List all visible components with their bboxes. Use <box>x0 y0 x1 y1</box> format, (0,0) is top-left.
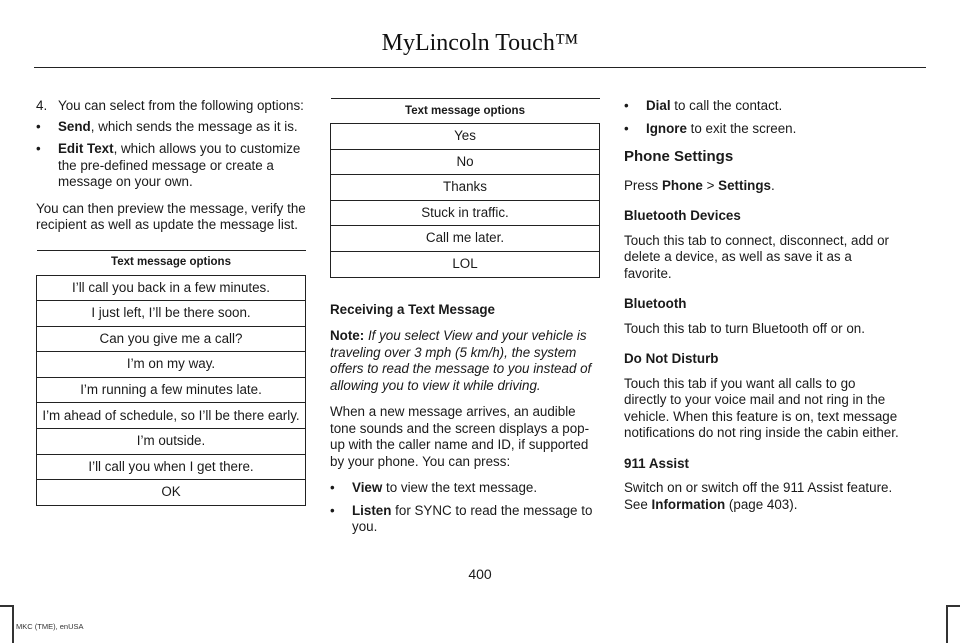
table-row: Stuck in traffic. <box>331 200 600 226</box>
column-1 <box>36 98 306 518</box>
bullet-dot: • <box>36 118 41 134</box>
do-not-disturb-heading: Do Not Disturb <box>624 351 719 366</box>
column-3 <box>624 98 899 523</box>
911-assist-description: Switch on or switch off the 911 Assist feature. <box>624 480 893 495</box>
crop-mark <box>947 605 960 607</box>
bullet-dot: • <box>36 141 41 156</box>
crop-mark <box>0 605 12 607</box>
view-text: to view the text message. <box>382 480 538 496</box>
column-2 <box>330 98 600 546</box>
table-row: Call me later. <box>331 226 600 252</box>
table-row: I’m on my way. <box>37 352 306 378</box>
listen-label: Listen <box>352 502 392 518</box>
911-assist-text <box>624 480 899 513</box>
dial-label: Dial <box>646 98 671 113</box>
step-number: 4. <box>36 98 48 113</box>
send-label: Send <box>58 118 91 134</box>
bluetooth-devices-heading: Bluetooth Devices <box>624 208 741 223</box>
crop-mark <box>12 605 14 643</box>
view-label: View <box>352 480 383 496</box>
bullet-dial <box>624 98 899 115</box>
preview-paragraph: You can then preview the message, verify the recipient as well as update the message list. <box>36 200 306 232</box>
table-row: I just left, I’ll be there soon. <box>37 301 306 327</box>
header-divider <box>34 67 926 68</box>
footer-info <box>16 622 84 631</box>
phone-label: Phone <box>661 177 703 193</box>
note-label: Note: <box>330 328 365 344</box>
table-row: Thanks <box>331 175 600 201</box>
bullet-dot: • <box>330 480 335 496</box>
action-bullets <box>624 98 899 137</box>
table-header: Text message options <box>37 250 306 275</box>
bullet-dot: • <box>624 120 629 136</box>
bullet-edit-text <box>36 141 306 191</box>
text-options-table-2 <box>330 98 600 278</box>
bullet-ignore <box>624 121 899 138</box>
send-text: , which sends the message as it is. <box>90 118 298 134</box>
text-options-table-1 <box>36 250 306 506</box>
see-suffix: (page 403). <box>725 496 798 512</box>
table-header: Text message options <box>331 99 600 124</box>
bluetooth-text: Touch this tab to turn Bluetooth off or on. <box>624 320 865 336</box>
table-row: No <box>331 149 600 175</box>
information-link[interactable]: Information <box>651 496 726 512</box>
page-title: MyLincoln Touch™ <box>381 30 579 56</box>
table-row: OK <box>37 480 306 506</box>
press-suffix: . <box>770 177 775 193</box>
step-item <box>36 98 306 115</box>
table-row: I’ll call you when I get there. <box>37 454 306 480</box>
edit-text-text: , which allows you to customize the pre-defined message or create a message on your own. <box>58 141 301 189</box>
do-not-disturb-text: Touch this tab if you want all calls to go directly to your voice mail and not ring in the vehicle. When this feature is on, text message notifications do not ring inside the cabin either. <box>624 375 899 440</box>
table-row: LOL <box>331 251 600 277</box>
ignore-text: to exit the screen. <box>686 120 797 136</box>
receiving-heading: Receiving a Text Message <box>330 301 495 317</box>
page-number: 400 <box>468 566 492 582</box>
option-bullets <box>36 119 306 191</box>
settings-label: Settings <box>718 177 771 193</box>
see-prefix: See <box>624 496 652 512</box>
dial-text: to call the contact. <box>670 98 783 113</box>
crop-mark <box>946 605 948 643</box>
listen-text: for SYNC to read the message to you. <box>352 502 593 535</box>
table-row: I’m ahead of schedule, so I’ll be there early. <box>37 403 306 429</box>
edit-text-label: Edit Text <box>58 141 114 156</box>
new-message-paragraph: When a new message arrives, an audible tone sounds and the screen displays a pop-up with the caller name and ID, if supported by your phone. You can press: <box>330 404 590 469</box>
press-separator: > <box>702 177 719 193</box>
footer-line-1: MKC (TME), enUSA <box>16 622 84 631</box>
table-row: Yes <box>331 124 600 150</box>
bluetooth-devices-text: Touch this tab to connect, disconnect, add or delete a device, as well as save it as a favorite. <box>624 232 890 281</box>
bullet-dot: • <box>624 98 629 113</box>
table-row: Can you give me a call? <box>37 326 306 352</box>
bullet-dot: • <box>330 502 335 518</box>
table-row: I’ll call you back in a few minutes. <box>37 275 306 301</box>
table-row: I’m outside. <box>37 429 306 455</box>
press-instruction <box>624 178 899 195</box>
ignore-label: Ignore <box>646 120 687 136</box>
press-prefix: Press <box>624 177 662 193</box>
phone-settings-heading: Phone Settings <box>624 148 734 165</box>
911-assist-heading: 911 Assist <box>624 455 690 471</box>
bullet-view <box>330 480 600 497</box>
press-bullets <box>330 480 600 536</box>
bluetooth-heading: Bluetooth <box>624 296 687 311</box>
table-row: I’m running a few minutes late. <box>37 377 306 403</box>
bullet-listen <box>330 503 600 536</box>
bullet-send <box>36 119 306 136</box>
step-text: You can select from the following options: <box>58 98 304 113</box>
note-paragraph <box>330 328 600 394</box>
note-text: If you select View and your vehicle is traveling over 3 mph (5 km/h), the system offers to read the message to you instead of allowing you to view it while driving. <box>330 328 592 393</box>
